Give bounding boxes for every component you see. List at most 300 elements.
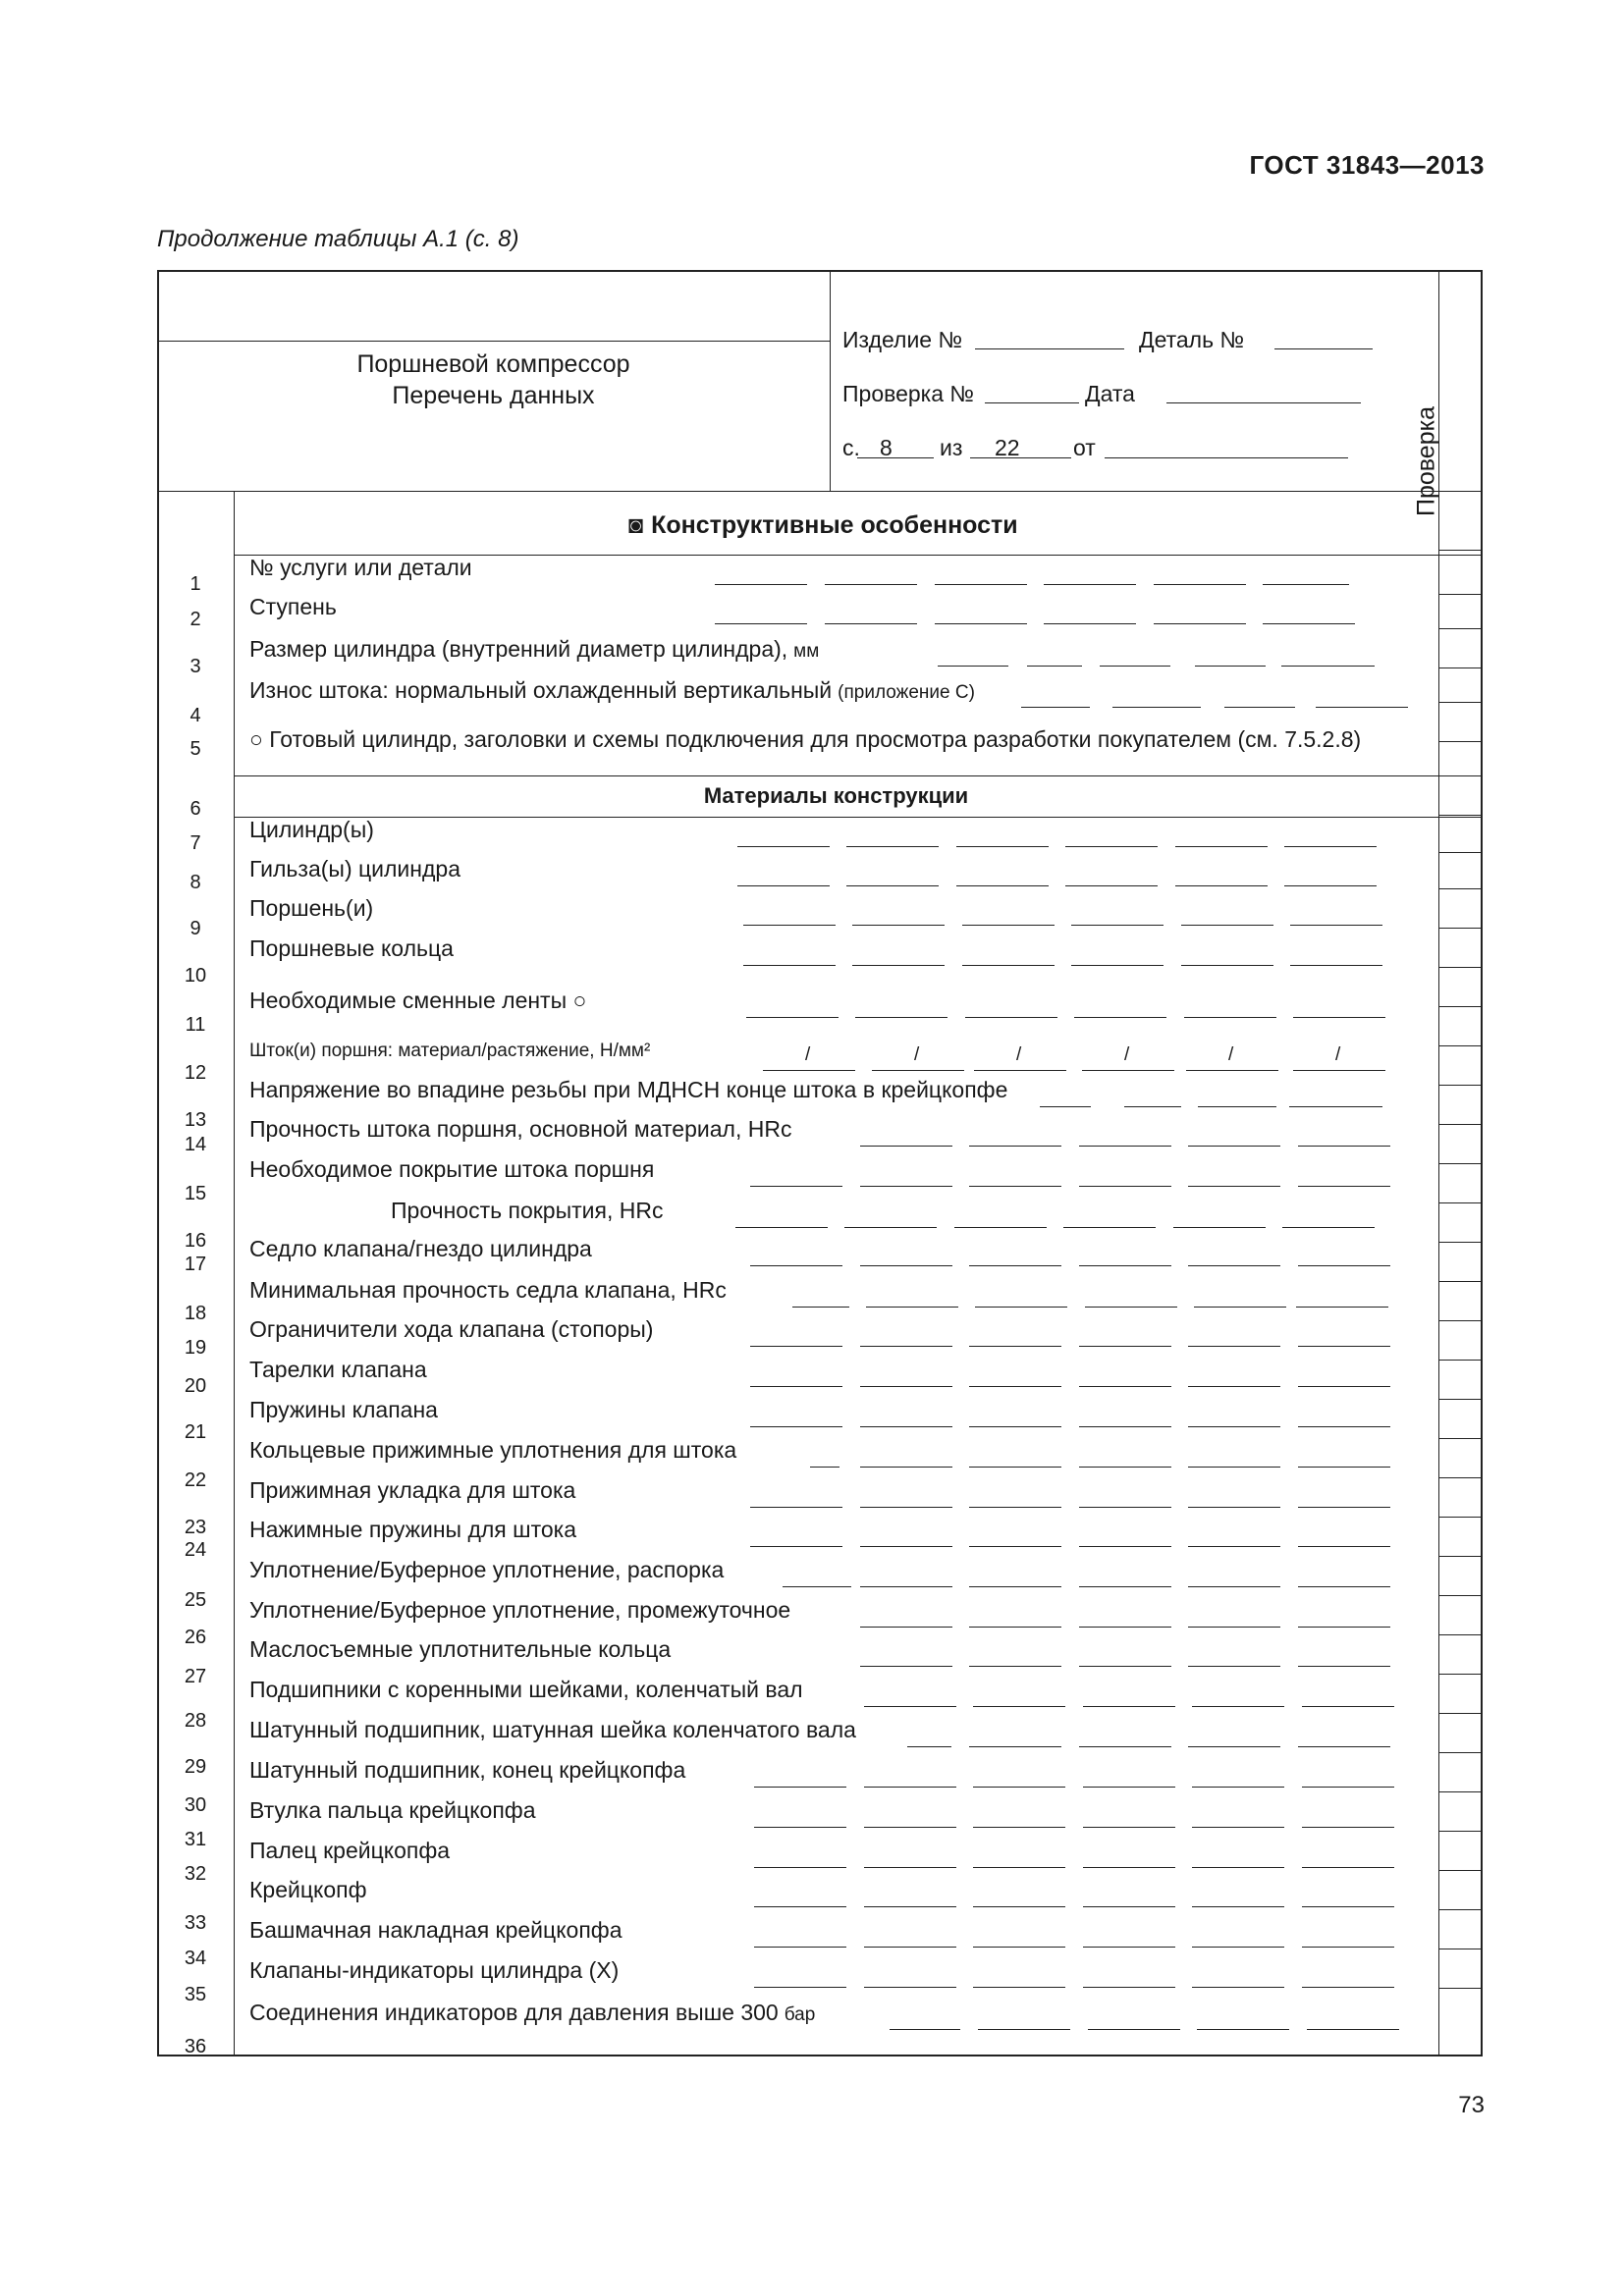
fill-in-blank[interactable]: [743, 965, 836, 966]
fill-in-blank[interactable]: [1083, 1947, 1175, 1948]
fill-in-blank[interactable]: [1298, 1146, 1390, 1147]
check-cell-divider: [1438, 775, 1483, 776]
fill-in-blank[interactable]: [1079, 1265, 1171, 1266]
fill-in-blank[interactable]: [1083, 1987, 1175, 1988]
row-number: 13: [184, 1109, 207, 1131]
materials-top-line: [234, 775, 1483, 776]
fill-in-blank[interactable]: [715, 623, 807, 624]
fill-in-blank[interactable]: [973, 1947, 1065, 1948]
fill-in-blank[interactable]: [1027, 666, 1082, 667]
date-field[interactable]: [1166, 402, 1361, 403]
slash-separator: /: [1124, 1044, 1130, 1065]
fill-in-blank[interactable]: [1074, 1017, 1166, 1018]
row-label: [249, 2000, 815, 2026]
fill-in-blank[interactable]: [1298, 1346, 1390, 1347]
fill-in-blank[interactable]: [975, 1307, 1067, 1308]
check-cell-divider: [1438, 628, 1483, 629]
fill-in-blank[interactable]: [1184, 1017, 1276, 1018]
row-label-text: Ступень: [249, 594, 337, 619]
title-vertical-divider: [830, 270, 831, 491]
fill-in-blank[interactable]: [754, 1987, 846, 1988]
fill-in-blank[interactable]: [783, 1586, 851, 1587]
check-cell-divider: [1438, 1438, 1483, 1439]
fill-in-blank[interactable]: [956, 846, 1049, 847]
row-number: 25: [184, 1589, 207, 1611]
row-label-text: Минимальная прочность седла клапана, HRc: [249, 1277, 727, 1303]
check-cell-divider: [1438, 667, 1483, 668]
fill-in-blank[interactable]: [1298, 1746, 1390, 1747]
fill-in-blank[interactable]: [1298, 1386, 1390, 1387]
fill-in-blank[interactable]: [1079, 1426, 1171, 1427]
fill-in-blank[interactable]: [810, 1467, 839, 1468]
fill-in-blank[interactable]: [969, 1265, 1061, 1266]
fill-in-blank[interactable]: [860, 1666, 952, 1667]
row-label-text: Палец крейцкопфа: [249, 1838, 451, 1863]
row-number: 31: [184, 1829, 207, 1850]
fill-in-blank[interactable]: [750, 1507, 842, 1508]
fill-in-blank[interactable]: [864, 1787, 956, 1788]
row-label: [249, 726, 1361, 753]
fill-in-blank[interactable]: [1192, 1827, 1284, 1828]
row-label: [249, 1717, 856, 1743]
page-prefix: с.: [842, 435, 860, 460]
fill-in-blank[interactable]: [973, 1706, 1065, 1707]
fill-in-blank[interactable]: [1188, 1426, 1280, 1427]
part-number-field[interactable]: [1274, 348, 1373, 349]
fill-in-blank[interactable]: [1188, 1146, 1280, 1147]
fill-in-blank[interactable]: [852, 925, 945, 926]
row-label: [249, 1116, 791, 1143]
fill-in-blank[interactable]: [1044, 584, 1136, 585]
fill-in-blank[interactable]: [737, 885, 830, 886]
fill-in-blank[interactable]: [860, 1426, 952, 1427]
fill-in-blank[interactable]: [974, 1070, 1066, 1071]
item-number-field[interactable]: [975, 348, 1124, 349]
check-cell-divider: [1438, 1163, 1483, 1164]
check-cell-divider: [1438, 1791, 1483, 1792]
fill-in-blank[interactable]: [1188, 1346, 1280, 1347]
row-number: 6: [189, 798, 201, 820]
fill-in-blank[interactable]: [1063, 1227, 1156, 1228]
fill-in-blank[interactable]: [1181, 965, 1273, 966]
fill-in-blank[interactable]: [1263, 623, 1355, 624]
fill-in-blank[interactable]: [973, 1906, 1065, 1907]
fill-in-blank[interactable]: [860, 1386, 952, 1387]
fill-in-blank[interactable]: [860, 1467, 952, 1468]
fill-in-blank[interactable]: [935, 584, 1027, 585]
slash-separator: /: [1335, 1044, 1341, 1065]
fill-in-blank[interactable]: [1154, 584, 1246, 585]
row-label-text: Седло клапана/гнездо цилиндра: [249, 1236, 592, 1261]
fill-in-blank[interactable]: [1284, 885, 1377, 886]
fill-in-blank[interactable]: [1298, 1467, 1390, 1468]
row-number: 2: [189, 609, 201, 630]
check-cell-divider: [1438, 1517, 1483, 1518]
row-label: [249, 1677, 803, 1703]
slash-separator: /: [914, 1044, 920, 1065]
fill-in-blank[interactable]: [743, 925, 836, 926]
row-label: [249, 1597, 790, 1624]
fill-in-blank[interactable]: [1079, 1386, 1171, 1387]
fill-in-blank[interactable]: [935, 623, 1027, 624]
fill-in-blank[interactable]: [864, 1867, 956, 1868]
fill-in-blank[interactable]: [1198, 1106, 1276, 1107]
fill-in-blank[interactable]: [973, 1827, 1065, 1828]
fill-in-blank[interactable]: [973, 1987, 1065, 1988]
fill-in-blank[interactable]: [1188, 1507, 1280, 1508]
form-title-line1: Поршневой компрессор: [356, 350, 630, 378]
fill-in-blank[interactable]: [1298, 1666, 1390, 1667]
row-label: [249, 594, 337, 620]
fill-in-blank[interactable]: [1065, 846, 1158, 847]
check-cell-divider: [1438, 1281, 1483, 1282]
fill-in-blank[interactable]: [1290, 965, 1382, 966]
row-number: 33: [184, 1912, 207, 1934]
fill-in-blank[interactable]: [1298, 1507, 1390, 1508]
fill-in-blank[interactable]: [1154, 623, 1246, 624]
fill-in-blank[interactable]: [864, 1827, 956, 1828]
fill-in-blank[interactable]: [1079, 1186, 1171, 1187]
fill-in-blank[interactable]: [1290, 925, 1382, 926]
row-number: 28: [184, 1710, 207, 1732]
fill-in-blank[interactable]: [1071, 925, 1164, 926]
fill-in-blank[interactable]: [763, 1070, 855, 1071]
row-label: [249, 677, 975, 704]
fill-in-blank[interactable]: [1298, 1186, 1390, 1187]
check-cell-divider: [1438, 888, 1483, 889]
fill-in-blank[interactable]: [750, 1386, 842, 1387]
fill-in-blank[interactable]: [962, 965, 1055, 966]
fill-in-blank[interactable]: [1175, 885, 1268, 886]
row-number: 21: [184, 1421, 207, 1443]
row-label-unit: (приложение С): [838, 682, 975, 703]
fill-in-blank[interactable]: [860, 1146, 952, 1147]
fill-in-blank[interactable]: [846, 846, 939, 847]
row-label-text: Уплотнение/Буферное уплотнение, промежуточное: [249, 1597, 791, 1623]
fill-in-blank[interactable]: [860, 1186, 952, 1187]
fill-in-blank[interactable]: [1298, 1627, 1390, 1628]
fill-in-blank[interactable]: [1044, 623, 1136, 624]
fill-in-blank[interactable]: [750, 1546, 842, 1547]
fill-in-blank[interactable]: [1021, 707, 1090, 708]
check-cell-divider: [1438, 1006, 1483, 1007]
row-number: 17: [184, 1254, 207, 1275]
check-cell-divider: [1438, 1202, 1483, 1203]
fill-in-blank[interactable]: [973, 1867, 1065, 1868]
fill-in-blank[interactable]: [864, 1906, 956, 1907]
fill-in-blank[interactable]: [1083, 1787, 1175, 1788]
row-number: 10: [184, 965, 207, 987]
fill-in-blank[interactable]: [825, 623, 917, 624]
fill-in-blank[interactable]: [750, 1426, 842, 1427]
fill-in-blank[interactable]: [1293, 1070, 1385, 1071]
row-number: 20: [184, 1375, 207, 1397]
form-title-line2: Перечень данных: [392, 382, 595, 409]
fill-in-blank[interactable]: [737, 846, 830, 847]
row-number: 23: [184, 1517, 207, 1538]
row-label: [249, 1838, 450, 1864]
design-features-title: Конструктивные особенности: [651, 511, 1018, 539]
checkbox-icon: ◙: [628, 511, 644, 539]
design-features-heading: [628, 511, 1018, 540]
fill-in-blank[interactable]: [1192, 1906, 1284, 1907]
row-label-text: Прочность штока поршня, основной материал, HRc: [249, 1116, 792, 1142]
fill-in-blank[interactable]: [1079, 1146, 1171, 1147]
fill-in-blank[interactable]: [938, 666, 1008, 667]
fill-in-blank[interactable]: [1192, 1947, 1284, 1948]
fill-in-blank[interactable]: [860, 1346, 952, 1347]
row-label: [249, 1557, 724, 1583]
fill-in-blank[interactable]: [860, 1586, 952, 1587]
fill-in-blank[interactable]: [969, 1467, 1061, 1468]
row-label-text: Ограничители хода клапана (стопоры): [249, 1316, 654, 1342]
row-label-text: Шатунный подшипник, конец крейцкопфа: [249, 1757, 686, 1783]
materials-bottom-line: [234, 817, 1483, 818]
row-label-text: Необходимые сменные ленты ○: [249, 988, 587, 1013]
row-label: [249, 935, 454, 962]
check-cell-divider: [1438, 1752, 1483, 1753]
row-label: [249, 988, 586, 1014]
fill-in-blank[interactable]: [746, 1017, 839, 1018]
fill-in-blank[interactable]: [1302, 1706, 1394, 1707]
fill-in-blank[interactable]: [1079, 1666, 1171, 1667]
page-number-underline: [857, 457, 934, 458]
fill-in-blank[interactable]: [1100, 666, 1170, 667]
fill-in-blank[interactable]: [1188, 1627, 1280, 1628]
row-number: 5: [189, 738, 201, 760]
from-label: от: [1073, 435, 1096, 460]
row-label-text: Размер цилиндра (внутренний диаметр цилиндра),: [249, 636, 788, 662]
from-field[interactable]: [1105, 457, 1348, 458]
row-label: [249, 1437, 736, 1464]
fill-in-blank[interactable]: [864, 1987, 956, 1988]
row-label: [249, 1397, 438, 1423]
fill-in-blank[interactable]: [1188, 1265, 1280, 1266]
fill-in-blank[interactable]: [1175, 846, 1268, 847]
fill-in-blank[interactable]: [1065, 885, 1158, 886]
slash-separator: /: [1228, 1044, 1234, 1065]
fill-in-blank[interactable]: [1284, 846, 1377, 847]
fill-in-blank[interactable]: [1186, 1070, 1278, 1071]
fill-in-blank[interactable]: [750, 1186, 842, 1187]
fill-in-blank[interactable]: [864, 1706, 956, 1707]
check-cell-divider: [1438, 1988, 1483, 1989]
fill-in-blank[interactable]: [1124, 1106, 1181, 1107]
row-label-text: Крейцкопф: [249, 1877, 367, 1902]
fill-in-blank[interactable]: [864, 1947, 956, 1948]
fill-in-blank[interactable]: [1188, 1546, 1280, 1547]
check-cell-divider: [1438, 852, 1483, 853]
fill-in-blank[interactable]: [1197, 2029, 1289, 2030]
check-cell-divider: [1438, 1477, 1483, 1478]
row-label: [249, 1477, 575, 1504]
fill-in-blank[interactable]: [1296, 1307, 1388, 1308]
fill-in-blank[interactable]: [754, 1867, 846, 1868]
fill-in-blank[interactable]: [1302, 1787, 1394, 1788]
fill-in-blank[interactable]: [792, 1307, 849, 1308]
row-label-text: Гильза(ы) цилиндра: [249, 856, 460, 881]
fill-in-blank[interactable]: [1173, 1227, 1266, 1228]
fill-in-blank[interactable]: [965, 1017, 1057, 1018]
item-number-label: Изделие №: [842, 327, 963, 352]
fill-in-blank[interactable]: [969, 1627, 1061, 1628]
fill-in-blank[interactable]: [715, 584, 807, 585]
fill-in-blank[interactable]: [1188, 1666, 1280, 1667]
fill-in-blank[interactable]: [1263, 584, 1349, 585]
fill-in-blank[interactable]: [1079, 1467, 1171, 1468]
fill-in-blank[interactable]: [1298, 1546, 1390, 1547]
fill-in-blank[interactable]: [969, 1386, 1061, 1387]
check-number-field[interactable]: [985, 402, 1079, 403]
fill-in-blank[interactable]: [1079, 1586, 1171, 1587]
fill-in-blank[interactable]: [754, 1906, 846, 1907]
fill-in-blank[interactable]: [754, 1787, 846, 1788]
fill-in-blank[interactable]: [1298, 1265, 1390, 1266]
row-label: [249, 1797, 536, 1824]
row-number: 18: [184, 1303, 207, 1324]
fill-in-blank[interactable]: [1192, 1867, 1284, 1868]
fill-in-blank[interactable]: [860, 1507, 952, 1508]
fill-in-blank[interactable]: [1079, 1507, 1171, 1508]
row-label: [249, 895, 373, 922]
fill-in-blank[interactable]: [855, 1017, 947, 1018]
row-number: 24: [184, 1539, 207, 1561]
fill-in-blank[interactable]: [1082, 1070, 1174, 1071]
fill-in-blank[interactable]: [1302, 1906, 1394, 1907]
fill-in-blank[interactable]: [1188, 1186, 1280, 1187]
row-label-text: Клапаны-индикаторы цилиндра (Х): [249, 1957, 620, 1983]
fill-in-blank[interactable]: [969, 1186, 1061, 1187]
fill-in-blank[interactable]: [969, 1507, 1061, 1508]
fill-in-blank[interactable]: [1083, 1827, 1175, 1828]
row-label: [249, 856, 460, 882]
fill-in-blank[interactable]: [872, 1070, 964, 1071]
fill-in-blank[interactable]: [860, 1546, 952, 1547]
fill-in-blank[interactable]: [844, 1227, 937, 1228]
fill-in-blank[interactable]: [1224, 707, 1295, 708]
fill-in-blank[interactable]: [735, 1227, 828, 1228]
fill-in-blank[interactable]: [1281, 666, 1375, 667]
fill-in-blank[interactable]: [954, 1227, 1047, 1228]
fill-in-blank[interactable]: [1079, 1546, 1171, 1547]
row-number: 11: [185, 1014, 206, 1036]
fill-in-blank[interactable]: [1083, 1906, 1175, 1907]
row-number: 14: [184, 1134, 207, 1155]
fill-in-blank[interactable]: [969, 1426, 1061, 1427]
check-cell-divider: [1438, 702, 1483, 703]
fill-in-blank[interactable]: [860, 1627, 952, 1628]
row-number: 34: [184, 1948, 207, 1969]
fill-in-blank[interactable]: [1192, 1787, 1284, 1788]
fill-in-blank[interactable]: [969, 1586, 1061, 1587]
row-label-text: Цилиндр(ы): [249, 817, 374, 842]
fill-in-blank[interactable]: [1088, 2029, 1180, 2030]
fill-in-blank[interactable]: [1079, 1346, 1171, 1347]
fill-in-blank[interactable]: [1302, 1987, 1394, 1988]
fill-in-blank[interactable]: [1085, 1307, 1177, 1308]
fill-in-blank[interactable]: [1079, 1746, 1171, 1747]
row-number: 30: [184, 1794, 207, 1816]
row-label-text: Тарелки клапана: [249, 1357, 427, 1382]
fill-in-blank[interactable]: [1302, 1947, 1394, 1948]
check-cell-divider: [1438, 550, 1483, 551]
fill-in-blank[interactable]: [1194, 1307, 1286, 1308]
check-cell-divider: [1438, 1124, 1483, 1125]
fill-in-blank[interactable]: [1298, 1426, 1390, 1427]
fill-in-blank[interactable]: [750, 1346, 842, 1347]
check-cell-divider: [1438, 1713, 1483, 1714]
fill-in-blank[interactable]: [1083, 1706, 1175, 1707]
fill-in-blank[interactable]: [956, 885, 1049, 886]
fill-in-blank[interactable]: [969, 1746, 1061, 1747]
row-number-column-divider: [234, 491, 235, 2056]
fill-in-blank[interactable]: [1083, 1867, 1175, 1868]
row-label: [249, 1077, 1007, 1103]
fill-in-blank[interactable]: [1302, 1827, 1394, 1828]
fill-in-blank[interactable]: [1316, 707, 1408, 708]
fill-in-blank[interactable]: [1188, 1467, 1280, 1468]
row-number: 15: [184, 1183, 207, 1204]
fill-in-blank[interactable]: [1195, 666, 1266, 667]
fill-in-blank[interactable]: [1307, 2029, 1399, 2030]
materials-heading: Материалы конструкции: [703, 783, 969, 808]
row-number: 8: [189, 872, 201, 893]
fill-in-blank[interactable]: [852, 965, 945, 966]
fill-in-blank[interactable]: [1040, 1106, 1091, 1107]
row-label: [391, 1198, 663, 1224]
row-label: [249, 1517, 576, 1543]
fill-in-blank[interactable]: [962, 925, 1055, 926]
fill-in-blank[interactable]: [1293, 1017, 1385, 1018]
check-cell-divider: [1438, 815, 1483, 816]
fill-in-blank[interactable]: [1181, 925, 1273, 926]
row-label-text: ○ Готовый цилиндр, заголовки и схемы подключения для просмотра разработки покупателем (см. 7.5.2.8): [249, 726, 1362, 752]
row-label: [249, 1236, 592, 1262]
fill-in-blank[interactable]: [973, 1787, 1065, 1788]
fill-in-blank[interactable]: [754, 1827, 846, 1828]
fill-in-blank[interactable]: [1112, 707, 1201, 708]
row-label: [249, 1877, 367, 1903]
fill-in-blank[interactable]: [969, 1146, 1061, 1147]
fill-in-blank[interactable]: [1188, 1746, 1280, 1747]
fill-in-blank[interactable]: [1298, 1586, 1390, 1587]
fill-in-blank[interactable]: [860, 1265, 952, 1266]
fill-in-blank[interactable]: [907, 1746, 951, 1747]
fill-in-blank[interactable]: [1188, 1586, 1280, 1587]
fill-in-blank[interactable]: [969, 1346, 1061, 1347]
fill-in-blank[interactable]: [890, 2029, 960, 2030]
fill-in-blank[interactable]: [1302, 1867, 1394, 1868]
fill-in-blank[interactable]: [1071, 965, 1164, 966]
fill-in-blank[interactable]: [978, 2029, 1070, 2030]
fill-in-blank[interactable]: [1289, 1106, 1382, 1107]
fill-in-blank[interactable]: [1192, 1706, 1284, 1707]
fill-in-blank[interactable]: [866, 1307, 958, 1308]
fill-in-blank[interactable]: [1079, 1627, 1171, 1628]
row-label-text: Пружины клапана: [249, 1397, 438, 1422]
fill-in-blank[interactable]: [750, 1265, 842, 1266]
fill-in-blank[interactable]: [1188, 1386, 1280, 1387]
fill-in-blank[interactable]: [825, 584, 917, 585]
row-label-text: Башмачная накладная крейцкопфа: [249, 1917, 623, 1943]
fill-in-blank[interactable]: [846, 885, 939, 886]
fill-in-blank[interactable]: [969, 1546, 1061, 1547]
fill-in-blank[interactable]: [1282, 1227, 1375, 1228]
fill-in-blank[interactable]: [754, 1947, 846, 1948]
row-number: 29: [184, 1756, 207, 1778]
fill-in-blank[interactable]: [1192, 1987, 1284, 1988]
fill-in-blank[interactable]: [969, 1666, 1061, 1667]
